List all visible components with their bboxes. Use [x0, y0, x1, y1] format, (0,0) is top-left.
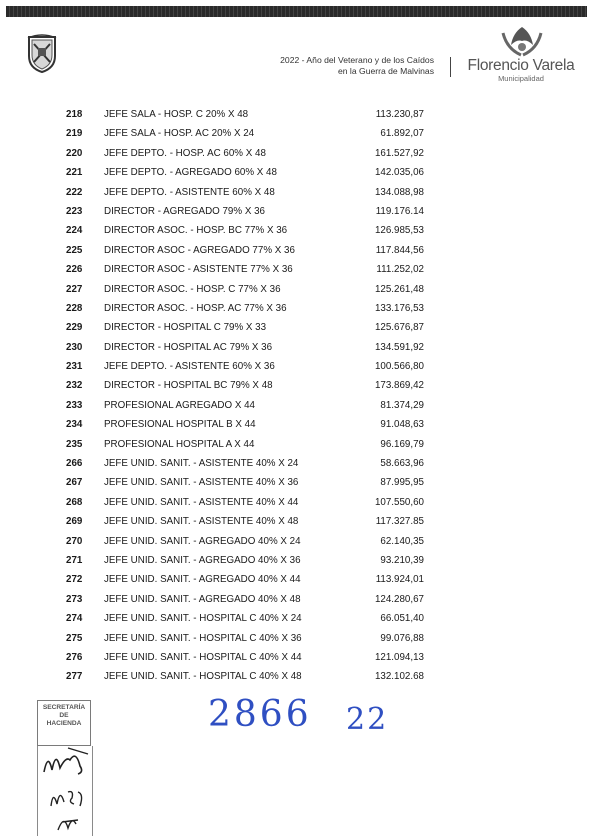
row-description: JEFE UNID. SANIT. - ASISTENTE 40% X 48 — [104, 516, 299, 528]
row-number: 269 — [66, 516, 83, 528]
table-row — [0, 551, 593, 570]
row-amount: 113.924,01 — [375, 574, 424, 586]
table-row — [0, 629, 593, 648]
municipal-crest-icon — [26, 34, 58, 74]
header-motto — [200, 55, 434, 77]
row-number: 226 — [66, 264, 83, 276]
row-amount: 111.252,02 — [376, 264, 424, 276]
row-amount: 125.261,48 — [374, 283, 424, 295]
row-amount: 125.676,87 — [374, 322, 424, 334]
table-row — [0, 221, 593, 240]
row-description: DIRECTOR ASOC - ASISTENTE 77% X 36 — [104, 264, 293, 276]
row-amount: 173.869,42 — [374, 380, 424, 392]
scan-top-edge — [6, 6, 587, 17]
table-row — [0, 299, 593, 318]
row-description: PROFESIONAL AGREGADO X 44 — [104, 399, 255, 411]
row-number: 225 — [66, 244, 83, 256]
table-row — [0, 590, 593, 609]
row-description: DIRECTOR - AGREGADO 79% X 36 — [104, 205, 265, 217]
row-description: DIRECTOR ASOC. - HOSP. AC 77% X 36 — [104, 302, 287, 314]
row-amount: 96.169,79 — [380, 438, 424, 450]
table-row — [0, 435, 593, 454]
header-divider — [450, 57, 451, 77]
row-amount: 107.550,60 — [374, 496, 424, 508]
table-row — [0, 493, 593, 512]
row-number: 271 — [66, 554, 83, 566]
row-number: 219 — [66, 128, 83, 140]
row-amount: 134.591,92 — [374, 341, 424, 353]
row-number: 223 — [66, 205, 83, 217]
row-number: 234 — [66, 419, 83, 431]
row-amount: 93.210,39 — [380, 554, 424, 566]
row-amount: 58.663,96 — [380, 458, 424, 470]
row-amount: 66.051,40 — [380, 613, 424, 625]
table-row — [0, 144, 593, 163]
row-description: DIRECTOR ASOC. - HOSP. BC 77% X 36 — [104, 225, 288, 237]
row-number: 270 — [66, 535, 83, 547]
row-description: DIRECTOR - HOSPITAL AC 79% X 36 — [104, 341, 273, 353]
row-description: DIRECTOR ASOC. - HOSP. C 77% X 36 — [104, 283, 281, 295]
row-amount: 133.176,53 — [374, 302, 424, 314]
municipality-subtitle: Municipalidad — [498, 74, 544, 83]
row-description: DIRECTOR - HOSPITAL C 79% X 33 — [104, 322, 267, 334]
row-amount: 142.035,06 — [374, 167, 424, 179]
table-row — [0, 609, 593, 628]
row-amount: 117.844,56 — [375, 244, 424, 256]
row-description: JEFE UNID. SANIT. - ASISTENTE 40% X 44 — [104, 496, 299, 508]
row-description: JEFE UNID. SANIT. - HOSPITAL C 40% X 24 — [104, 613, 302, 625]
row-number: 232 — [66, 380, 83, 392]
table-row — [0, 512, 593, 531]
handwritten-file-number: 2866 — [208, 694, 312, 735]
hacienda-stamp — [37, 700, 91, 746]
table-row — [0, 338, 593, 357]
row-description: JEFE UNID. SANIT. - AGREGADO 40% X 44 — [104, 574, 301, 586]
row-description: JEFE DEPTO. - ASISTENTE 60% X 36 — [104, 361, 275, 373]
row-number: 233 — [66, 399, 83, 411]
row-amount: 81.374,29 — [380, 399, 424, 411]
table-row — [0, 202, 593, 221]
signature-initials-1 — [40, 742, 96, 780]
row-description: JEFE UNID. SANIT. - ASISTENTE 40% X 36 — [104, 477, 299, 489]
row-number: 274 — [66, 613, 83, 625]
table-row — [0, 105, 593, 124]
row-description: JEFE UNID. SANIT. - AGREGADO 40% X 24 — [104, 535, 301, 547]
row-number: 221 — [66, 167, 83, 179]
table-row — [0, 124, 593, 143]
row-description: JEFE SALA - HOSP. AC 20% X 24 — [104, 128, 255, 140]
salary-table — [0, 105, 593, 687]
row-description: JEFE SALA - HOSP. C 20% X 48 — [104, 109, 249, 120]
table-row — [0, 473, 593, 492]
row-description: JEFE UNID. SANIT. - AGREGADO 40% X 36 — [104, 554, 301, 566]
table-row — [0, 454, 593, 473]
row-number: 273 — [66, 593, 83, 605]
stamp-line-2: DE — [59, 712, 69, 719]
table-row — [0, 280, 593, 299]
row-number: 267 — [66, 477, 83, 489]
signature-initials-2 — [48, 784, 88, 812]
row-number: 220 — [66, 147, 83, 159]
table-row — [0, 396, 593, 415]
florencio-varela-emblem-icon — [499, 25, 545, 59]
table-row — [0, 318, 593, 337]
row-amount: 62.140,35 — [380, 535, 424, 547]
row-amount: 87.995,95 — [380, 477, 424, 489]
row-amount: 91.048,63 — [380, 419, 424, 431]
row-amount: 121.094,13 — [374, 651, 424, 663]
table-row — [0, 648, 593, 667]
row-number: 277 — [66, 671, 83, 683]
row-amount: 126.985,53 — [374, 225, 424, 237]
row-number: 268 — [66, 496, 83, 508]
row-description: PROFESIONAL HOSPITAL B X 44 — [104, 419, 256, 431]
row-number: 235 — [66, 438, 83, 450]
row-number: 218 — [66, 109, 83, 120]
handwritten-year: 22 — [346, 702, 389, 737]
table-row — [0, 183, 593, 202]
table-row — [0, 260, 593, 279]
row-amount: 100.566,80 — [374, 361, 424, 373]
motto-line-2: en la Guerra de Malvinas — [337, 66, 434, 76]
row-amount: 124.280,67 — [374, 593, 424, 605]
row-number: 275 — [66, 632, 83, 644]
row-description: JEFE DEPTO. - HOSP. AC 60% X 48 — [104, 147, 266, 159]
row-description: JEFE UNID. SANIT. - AGREGADO 40% X 48 — [104, 593, 301, 605]
municipality-name: Florencio Varela — [467, 57, 575, 74]
row-description: PROFESIONAL HOSPITAL A X 44 — [104, 438, 255, 450]
row-amount: 134.088,98 — [374, 186, 424, 198]
row-description: JEFE UNID. SANIT. - HOSPITAL C 40% X 36 — [104, 632, 302, 644]
row-number: 228 — [66, 302, 83, 314]
row-amount: 117.327.85 — [375, 516, 424, 528]
row-number: 266 — [66, 458, 83, 470]
row-number: 229 — [66, 322, 83, 334]
row-number: 230 — [66, 341, 83, 353]
row-description: JEFE DEPTO. - AGREGADO 60% X 48 — [104, 167, 277, 179]
table-row — [0, 667, 593, 686]
table-row — [0, 376, 593, 395]
row-amount: 113.230,87 — [375, 109, 424, 120]
row-amount: 132.102.68 — [374, 671, 424, 683]
row-number: 227 — [66, 283, 83, 295]
stamp-line-1: SECRETARÍA — [42, 704, 86, 711]
row-number: 224 — [66, 225, 83, 237]
table-row — [0, 532, 593, 551]
signature-mark — [54, 812, 84, 834]
row-amount: 161.527,92 — [374, 147, 424, 159]
motto-line-1: 2022 - Año del Veterano y de los Caídos — [280, 55, 434, 65]
row-number: 272 — [66, 574, 83, 586]
row-number: 276 — [66, 651, 83, 663]
row-description: JEFE DEPTO. - ASISTENTE 60% X 48 — [104, 186, 275, 198]
row-description: JEFE UNID. SANIT. - ASISTENTE 40% X 24 — [104, 458, 299, 470]
table-row — [0, 415, 593, 434]
table-row — [0, 241, 593, 260]
table-row — [0, 570, 593, 589]
row-description: DIRECTOR - HOSPITAL BC 79% X 48 — [104, 380, 273, 392]
row-number: 231 — [66, 361, 83, 373]
row-description: DIRECTOR ASOC - AGREGADO 77% X 36 — [104, 244, 295, 256]
table-row — [0, 163, 593, 182]
row-description: JEFE UNID. SANIT. - HOSPITAL C 40% X 44 — [104, 651, 302, 663]
row-amount: 119.176.14 — [375, 205, 424, 217]
table-row — [0, 357, 593, 376]
row-description: JEFE UNID. SANIT. - HOSPITAL C 40% X 48 — [104, 671, 302, 683]
stamp-line-3: HACIENDA — [46, 720, 82, 727]
row-amount: 61.892,07 — [380, 128, 424, 140]
row-amount: 99.076,88 — [380, 632, 424, 644]
row-number: 222 — [66, 186, 83, 198]
